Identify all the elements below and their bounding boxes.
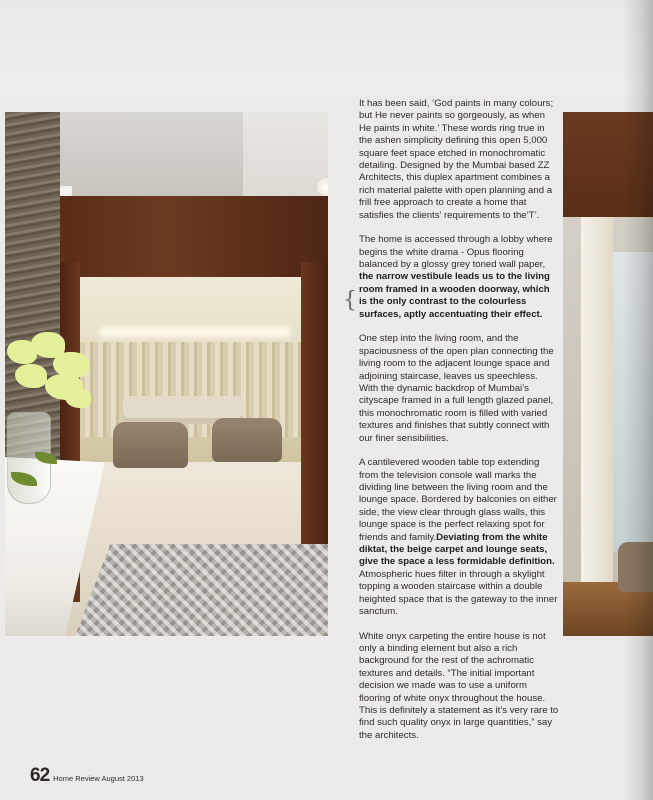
photo-calla-lily — [15, 364, 47, 388]
pull-quote-brace: { — [343, 288, 357, 313]
photo-houndstooth-carpet — [75, 544, 328, 636]
paragraph-1 — [359, 98, 559, 222]
paragraph-text: It has been said, ‘God paints in many colours; but He never paints so gorgeously, as when He paints in white.’ These words ring true in the ashen simplicity defining this open 5,000 square feet space etched in monochromatic detailing. Designed by the Mumbai based ZZ Architects, this duplex apartment combines a rich material palette with open planning and a frill free approach to create a home that satisfies the clients’ requirements to the’T’. — [359, 98, 554, 221]
photo-white-column — [581, 217, 613, 636]
photo-cove-light — [100, 327, 290, 337]
paragraph-3 — [359, 333, 559, 445]
article-body — [359, 98, 559, 754]
paragraph-2 — [359, 234, 559, 321]
paragraph-text: One step into the living room, and the spaciousness of the open plan connecting the living room to the adjacent lounge space and adjoining staircase, leaves us speechless. With the dynamic backdrop of Mumbai’s cityscape framed in a full length glazed panel, this monochromatic room is filled with varied textures and finishes that subtly connect with our finer sensibilities. — [359, 333, 554, 444]
highlight-text: the narrow vestibule leads us to the living room framed in a wooden doorway, which is the only contrast to the colourless surfaces, aptly accentuating their effect. — [359, 271, 550, 320]
paragraph-4 — [359, 457, 559, 618]
photo-calla-lily — [65, 388, 91, 408]
page-gutter-shadow — [623, 0, 653, 800]
paragraph-text: A cantilevered wooden table top extending from the television console wall marks the dividing line between the living room and the lounge space. Bordered by balconies on either side, the view clear through glass walls, this lounge space is the perfect relaxing spot for friends and family. — [359, 457, 557, 543]
photo-lounge-chair-right — [212, 418, 282, 462]
page-top-margin — [0, 0, 653, 95]
paragraph-text: White onyx carpeting the entire house is not only a binding element but also a rich background for the rest of the achromatic textures and details. “The initial important decision we made was to use a uniform flooring of white onyx throughout the house. This is definitely a statement as it’s very rare to find such quality onyx in large quantities,” say the architects. — [359, 630, 559, 741]
paragraph-text: The home is accessed through a lobby where begins the white drama - Opus flooring balanced by a glossy grey toned wall paper, — [359, 234, 553, 271]
living-room-photo — [5, 112, 328, 636]
highlight-text: Deviating from the white diktat, the beige carpet and lounge seats, give the space a less formidable definition. — [359, 531, 555, 568]
photo-lounge-chair-left — [113, 422, 188, 468]
paragraph-text: Atmospheric hues filter in through a skylight topping a wooden staircase within a double heighted space that is the gateway to the inner sanctum. — [359, 568, 558, 617]
publication-name: Home Review August 2013 — [53, 774, 144, 783]
photo-wooden-doorway-header — [60, 196, 328, 282]
photo-cctv-camera — [60, 186, 72, 196]
page-footer — [30, 765, 144, 787]
paragraph-5 — [359, 631, 559, 743]
photo-ceiling-light — [317, 178, 328, 196]
page-number: 62 — [30, 765, 50, 786]
